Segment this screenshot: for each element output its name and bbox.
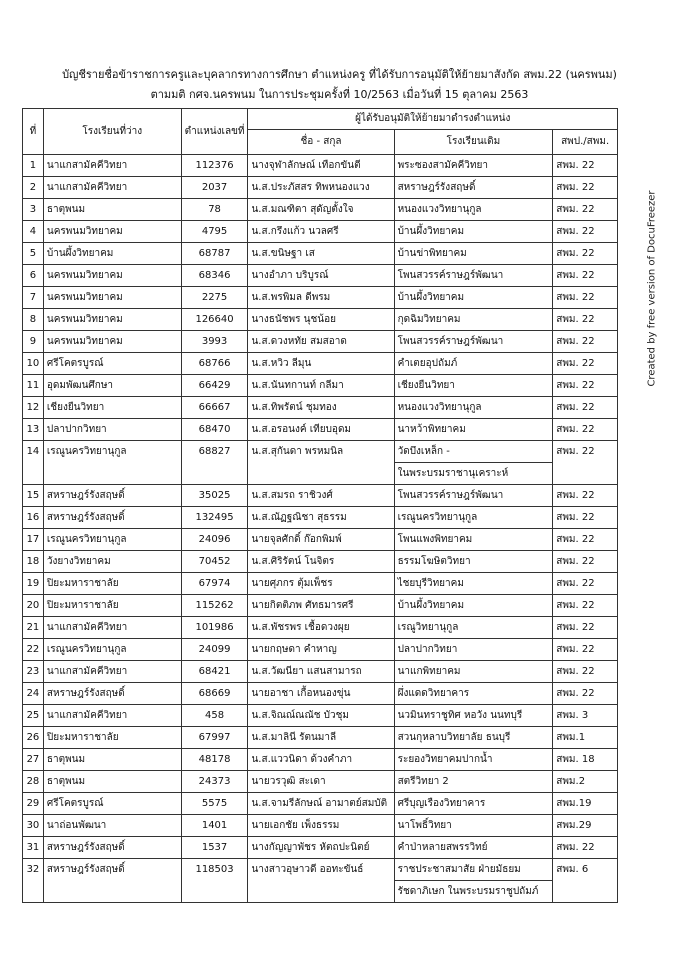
cell-no: 27 [23,749,44,771]
table-row [23,595,618,617]
cell-old-school: เชียงยืนวิทยา [394,375,553,397]
cell-old-school: นาหว้าพิทยาคม [394,419,553,441]
cell-position: 68470 [181,419,248,441]
cell-area: สพม.19 [553,793,618,815]
cell-old-school: สวนกุหลาบวิทยาลัย ธนบุรี [394,727,553,749]
cell-area: สพม. 22 [553,199,618,221]
cell-no: 8 [23,309,44,331]
cell-no: 21 [23,617,44,639]
cell-name: น.ส.ดวงหทัย สมสอาด [248,331,394,353]
table-row [23,199,618,221]
watermark [640,178,664,398]
cell-old-school: บ้านผึ้งวิทยาคม [394,595,553,617]
table-row [23,617,618,639]
cell-no: 16 [23,507,44,529]
cell-no: 31 [23,837,44,859]
cell-name: น.ส.แววนิดา ด้วงคำภา [248,749,394,771]
table-row-continuation [23,463,618,485]
cell-no: 30 [23,815,44,837]
cell-position: 68669 [181,683,248,705]
cell-school: ธาตุพนม [43,199,181,221]
cell-area: สพม. 22 [553,155,618,177]
cell-old-school: ผึ่งแดดวิทยาคาร [394,683,553,705]
cell-old-school: บ้านผึ้งวิทยาคม [394,287,553,309]
cell-school: นาแกสามัคคีวิทยา [43,661,181,683]
cell-empty [181,463,248,485]
cell-no: 7 [23,287,44,309]
cell-no: 26 [23,727,44,749]
cell-position: 24099 [181,639,248,661]
cell-name: น.ส.หวิว ลีมุน [248,353,394,375]
cell-no: 29 [23,793,44,815]
cell-no: 2 [23,177,44,199]
cell-name: น.ส.พรพิมล ดีพรม [248,287,394,309]
cell-no: 10 [23,353,44,375]
cell-position: 115262 [181,595,248,617]
cell-position: 68346 [181,265,248,287]
table-row [23,375,618,397]
cell-school: ปิยะมหาราชาลัย [43,595,181,617]
cell-position: 458 [181,705,248,727]
table-row [23,573,618,595]
header-group: ผู้ได้รับอนุมัติให้ย้ายมาดำรงตำแหน่ง [248,109,618,130]
cell-school: ธาตุพนม [43,771,181,793]
cell-old-school: วัดบึงเหล็ก - [394,441,553,463]
cell-school: นาแกสามัคคีวิทยา [43,705,181,727]
cell-position: 66667 [181,397,248,419]
table-row [23,551,618,573]
cell-position: 68787 [181,243,248,265]
cell-area: สพม. 22 [553,397,618,419]
cell-name: น.ส.ขนิษฐา เส [248,243,394,265]
cell-no: 15 [23,485,44,507]
cell-position: 112376 [181,155,248,177]
cell-position: 2037 [181,177,248,199]
cell-no: 17 [23,529,44,551]
table-row [23,749,618,771]
table-row [23,507,618,529]
table-row [23,265,618,287]
cell-school: ปิยะมหาราชาลัย [43,727,181,749]
cell-old-school: เรณูนครวิทยานุกูล [394,507,553,529]
cell-school: อุดมพัฒนศึกษา [43,375,181,397]
cell-area: สพม. 22 [553,683,618,705]
cell-no: 4 [23,221,44,243]
table-row [23,837,618,859]
cell-area: สพม. 22 [553,507,618,529]
header-position: ตำแหน่งเลขที่ [181,109,248,155]
cell-empty [553,463,618,485]
cell-empty [23,463,44,485]
cell-position: 68766 [181,353,248,375]
table-row [23,221,618,243]
cell-old-school: ธรรมโฆษิตวิทยา [394,551,553,573]
header-no: ที่ [23,109,44,155]
cell-old-school: ราชประชาสมาสัย ฝ่ายมัธยม [394,859,553,881]
cell-old-school: นาแกพิทยาคม [394,661,553,683]
cell-name: น.ส.นันทกานท์ กลีมา [248,375,394,397]
cell-area: สพม. 22 [553,485,618,507]
cell-no: 3 [23,199,44,221]
cell-area: สพม. 22 [553,309,618,331]
table-row [23,793,618,815]
cell-old-school: โพนสวรรค์ราษฎร์พัฒนา [394,331,553,353]
cell-name: นายจุลศักดิ์ ก๊อกพิมพ์ [248,529,394,551]
cell-name: นายกิตติภพ ศัทธมารศรี [248,595,394,617]
cell-old-school-continued: รัชดาภิเษก ในพระบรมราชูปถัมภ์ [394,881,553,903]
table-row [23,331,618,353]
cell-name: น.ส.พัชรพร เชื้อดวงผุย [248,617,394,639]
cell-no: 6 [23,265,44,287]
cell-position: 35025 [181,485,248,507]
cell-area: สพม. 6 [553,859,618,881]
cell-old-school: ศรีบุญเรืองวิทยาคาร [394,793,553,815]
cell-position: 68827 [181,441,248,463]
cell-position: 126640 [181,309,248,331]
table-row [23,287,618,309]
cell-old-school: คำเตยอุปถัมภ์ [394,353,553,375]
cell-empty [43,881,181,903]
cell-no: 23 [23,661,44,683]
cell-area: สพม. 22 [553,375,618,397]
cell-no: 22 [23,639,44,661]
cell-old-school: หนองแวงวิทยานุกูล [394,199,553,221]
cell-old-school: ไชยบุรีวิทยาคม [394,573,553,595]
cell-old-school: โพนสวรรค์ราษฎร์พัฒนา [394,265,553,287]
cell-position: 3993 [181,331,248,353]
cell-old-school: สตรีวิทยา 2 [394,771,553,793]
cell-area: สพม. 22 [553,287,618,309]
table-row [23,727,618,749]
cell-name: นางสาวอุษาวดี ออทะขันธ์ [248,859,394,881]
table-header [23,109,618,155]
cell-position: 1401 [181,815,248,837]
cell-no: 14 [23,441,44,463]
cell-name: น.ส.จามรีลักษณ์ อามาตย์สมบัติ [248,793,394,815]
cell-school: วังยางวิทยาคม [43,551,181,573]
cell-area: สพม. 22 [553,419,618,441]
cell-no: 20 [23,595,44,617]
cell-school: นาแกสามัคคีวิทยา [43,155,181,177]
cell-position: 101986 [181,617,248,639]
table-row [23,771,618,793]
cell-old-school: กุดฉิมวิทยาคม [394,309,553,331]
cell-area: สพม. 22 [553,837,618,859]
cell-old-school: พระซองสามัคคีวิทยา [394,155,553,177]
cell-area: สพม. 22 [553,661,618,683]
teacher-transfer-table [22,108,618,903]
cell-school: เรณูนครวิทยานุกูล [43,441,181,463]
cell-position: 70452 [181,551,248,573]
cell-position: 48178 [181,749,248,771]
cell-no: 11 [23,375,44,397]
table-body [23,155,618,903]
cell-name: นายอาชา เกื้อหนองขุ่น [248,683,394,705]
header-name: ชื่อ - สกุล [248,130,394,155]
cell-name: นางจุฬาลักษณ์ เทือกขันตี [248,155,394,177]
cell-name: น.ส.จิณณ์ณณัช บัวชุม [248,705,394,727]
cell-school: สหราษฎร์รังสฤษดิ์ [43,683,181,705]
cell-school: นาแกสามัคคีวิทยา [43,177,181,199]
cell-no: 19 [23,573,44,595]
cell-school: เรณูนครวิทยานุกูล [43,639,181,661]
cell-position: 4795 [181,221,248,243]
table-row [23,177,618,199]
table-row [23,529,618,551]
cell-name: น.ส.ประภัสสร ทิพหนองแวง [248,177,394,199]
cell-old-school: คำป่าหลายสพรรวิทย์ [394,837,553,859]
cell-no: 28 [23,771,44,793]
cell-position: 68421 [181,661,248,683]
cell-empty [248,463,394,485]
cell-old-school-continued: ในพระบรมราชานุเคราะห์ [394,463,553,485]
cell-area: สพม. 22 [553,265,618,287]
cell-area: สพม. 22 [553,221,618,243]
cell-name: นางอำภา บริบูรณ์ [248,265,394,287]
cell-area: สพม. 22 [553,617,618,639]
table-row [23,815,618,837]
cell-old-school: สหราษฎร์รังสฤษดิ์ [394,177,553,199]
cell-area: สพม. 22 [553,243,618,265]
cell-name: นายกฤษดา คำหาญ [248,639,394,661]
cell-area: สพม.29 [553,815,618,837]
cell-area: สพม. 22 [553,639,618,661]
cell-school: ธาตุพนม [43,749,181,771]
cell-school: ปลาปากวิทยา [43,419,181,441]
cell-area: สพม.2 [553,771,618,793]
cell-area: สพม. 22 [553,573,618,595]
cell-name: น.ส.มาลินี รัตนมาลี [248,727,394,749]
cell-area: สพม. 22 [553,529,618,551]
cell-area: สพม.1 [553,727,618,749]
table-row [23,705,618,727]
cell-school: นครพนมวิทยาคม [43,287,181,309]
table-row [23,683,618,705]
header-school: โรงเรียนที่ว่าง [43,109,181,155]
cell-old-school: ระยองวิทยาคมปากน้ำ [394,749,553,771]
cell-old-school: บ้านผึ้งวิทยาคม [394,221,553,243]
cell-school: สหราษฎร์รังสฤษดิ์ [43,485,181,507]
document-subtitle: ตามมติ กศจ.นครพนม ในการประชุมครั้งที่ 10/2563 เมื่อวันที่ 15 ตุลาคม 2563 [150,88,529,101]
cell-old-school: นวมินทราชูทิศ หอวัง นนทบุรี [394,705,553,727]
cell-area: สพม. 22 [553,441,618,463]
cell-no: 24 [23,683,44,705]
watermark-text: Created by free version of DocuFreezer [646,189,658,387]
cell-area: สพม. 22 [553,353,618,375]
cell-old-school: หนองแวงวิทยานุกูล [394,397,553,419]
cell-no: 5 [23,243,44,265]
cell-position: 67974 [181,573,248,595]
cell-area: สพม. 18 [553,749,618,771]
cell-school: ศรีโคตรบูรณ์ [43,793,181,815]
cell-position: 24373 [181,771,248,793]
cell-school: นครพนมวิทยาคม [43,221,181,243]
cell-position: 132495 [181,507,248,529]
cell-no: 12 [23,397,44,419]
cell-school: นครพนมวิทยาคม [43,309,181,331]
cell-name: นายศุภกร ตุ้มเพ็ชร [248,573,394,595]
cell-position: 67997 [181,727,248,749]
cell-position: 118503 [181,859,248,881]
table-row [23,155,618,177]
table-row [23,441,618,463]
cell-name: น.ส.สมรถ ราชิวงศ์ [248,485,394,507]
cell-name: น.ส.ศิริรัตน์ โนจิตร [248,551,394,573]
cell-empty [43,463,181,485]
cell-old-school: โพนสวรรค์ราษฎร์พัฒนา [394,485,553,507]
table-row [23,243,618,265]
cell-school: สหราษฎร์รังสฤษดิ์ [43,837,181,859]
cell-name: น.ส.กรึงแก้ว นวลศรี [248,221,394,243]
cell-name: น.ส.สุกันดา พรหมนิล [248,441,394,463]
cell-position: 66429 [181,375,248,397]
cell-empty [23,881,44,903]
cell-school: นครพนมวิทยาคม [43,331,181,353]
table-row [23,397,618,419]
cell-old-school: นาโพธิ์วิทยา [394,815,553,837]
table-row [23,859,618,881]
cell-no: 9 [23,331,44,353]
cell-area: สพม. 22 [553,177,618,199]
cell-old-school: บ้านข่าพิทยาคม [394,243,553,265]
cell-school: นครพนมวิทยาคม [43,265,181,287]
cell-school: เรณูนครวิทยานุกูล [43,529,181,551]
cell-name: น.ส.วัฒนียา แสนสามารถ [248,661,394,683]
cell-name: นางธนัชพร นุชน้อย [248,309,394,331]
cell-area: สพม. 22 [553,595,618,617]
table-row [23,639,618,661]
cell-name: นายวรวุฒิ สะเดา [248,771,394,793]
header-area: สพป./สพม. [553,130,618,155]
cell-area: สพม. 3 [553,705,618,727]
cell-old-school: ปลาปากวิทยา [394,639,553,661]
cell-position: 2275 [181,287,248,309]
cell-name: น.ส.อรอนงค์ เทียบอุดม [248,419,394,441]
cell-no: 32 [23,859,44,881]
cell-name: น.ส.ณัฏฐณิชา สุธรรม [248,507,394,529]
cell-school: นาแกสามัคคีวิทยา [43,617,181,639]
cell-no: 18 [23,551,44,573]
cell-old-school: เรณูวิทยานุกูล [394,617,553,639]
table-row [23,309,618,331]
cell-area: สพม. 22 [553,331,618,353]
cell-position: 5575 [181,793,248,815]
cell-position: 1537 [181,837,248,859]
header-old-school: โรงเรียนเดิม [394,130,553,155]
cell-empty [181,881,248,903]
cell-school: ปิยะมหาราชาลัย [43,573,181,595]
cell-position: 24096 [181,529,248,551]
cell-no: 1 [23,155,44,177]
cell-school: นาถ่อนพัฒนา [43,815,181,837]
cell-name: นางกัญญาพัชร หัตถปะนิตย์ [248,837,394,859]
cell-school: บ้านผึ้งวิทยาคม [43,243,181,265]
cell-area: สพม. 22 [553,551,618,573]
cell-school: สหราษฎร์รังสฤษดิ์ [43,859,181,881]
cell-school: ศรีโคตรบูรณ์ [43,353,181,375]
cell-school: สหราษฎร์รังสฤษดิ์ [43,507,181,529]
cell-empty [248,881,394,903]
cell-name: น.ส.ทิพรัตน์ ชุมทอง [248,397,394,419]
cell-empty [553,881,618,903]
document-title: บัญชีรายชื่อข้าราชการครูและบุคลากรทางการศึกษา ตำแหน่งครู ที่ได้รับการอนุมัติให้ย้ายมาสังกัด สพม.22 (นครพนม) [62,68,617,81]
table-row [23,419,618,441]
table-row [23,485,618,507]
cell-school: เชียงยืนวิทยา [43,397,181,419]
table-row [23,661,618,683]
table-row-continuation [23,881,618,903]
cell-no: 25 [23,705,44,727]
cell-name: น.ส.มณฑิตา สุดัญตั้งใจ [248,199,394,221]
table-row [23,353,618,375]
cell-position: 78 [181,199,248,221]
cell-old-school: โพนแพงพิทยาคม [394,529,553,551]
cell-no: 13 [23,419,44,441]
cell-name: นายเอกชัย เพ็งธรรม [248,815,394,837]
